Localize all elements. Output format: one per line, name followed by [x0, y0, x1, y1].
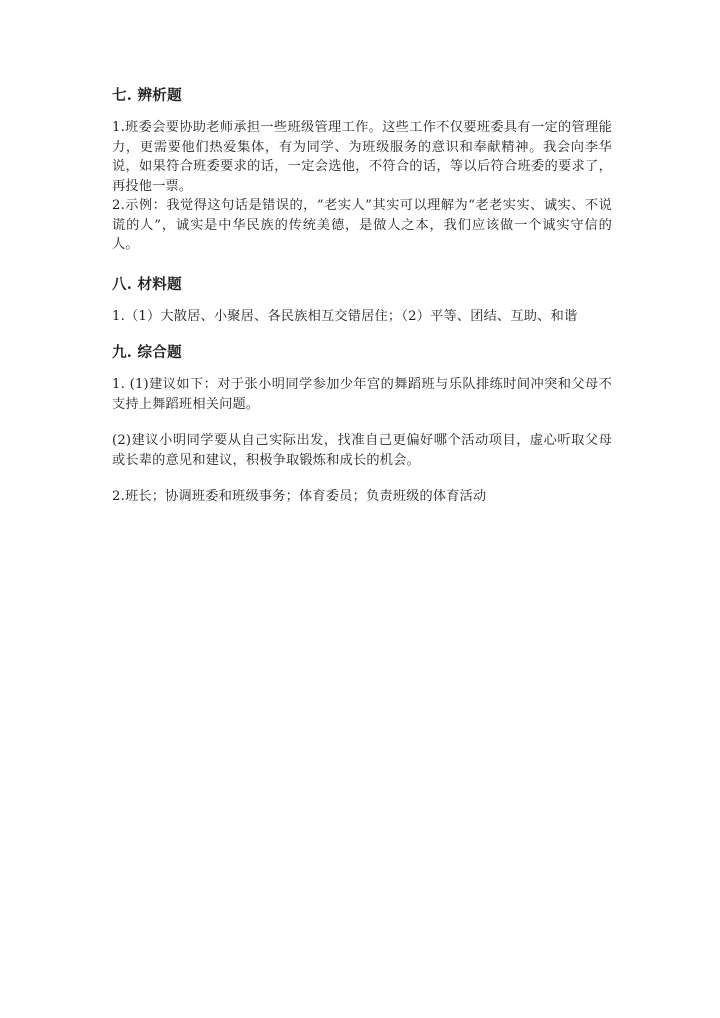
section-heading-analysis: 七. 辨析题 — [112, 87, 182, 104]
section-heading-comprehensive: 九. 综合题 — [112, 344, 182, 361]
analysis-answer-2: 2.示例：我觉得这句话是错误的，“老实人”其实可以理解为“老老实实、诚实、不说谎的人”，诚实是中华民族的传统美德，是做人之本，我们应该做一个诚实守信的人。 — [112, 198, 612, 252]
analysis-answer-1: 1.班委会要协助老师承担一些班级管理工作。这些工作不仅要班委具有一定的管理能力，更需要他们热爱集体，有为同学、为班级服务的意识和奉献精神。我会向李华说，如果符合班委要求的话，一定会选他，不符合的话，等以后符合班委的要求了，再投他一票。 — [112, 120, 612, 194]
answer-content — [112, 86, 612, 507]
comprehensive-answer-1-part-1: 1. (1)建议如下：对于张小明同学参加少年宫的舞蹈班与乐队排练时间冲突和父母不支持上舞蹈班相关问题。 — [112, 377, 612, 412]
comprehensive-answer-1-part-2: (2)建议小明同学要从自己实际出发，找准自己更偏好哪个活动项目，虚心听取父母或长辈的意见和建议，积极争取锻炼和成长的机会。 — [112, 433, 612, 468]
material-answer-1: 1.（1）大散居、小聚居、各民族相互交错居住；（2）平等、团结、互助、和谐 — [112, 308, 578, 324]
section-heading-material: 八. 材料题 — [112, 275, 182, 293]
comprehensive-answer-2: 2.班长；协调班委和班级事务；体育委员；负责班级的体育活动 — [112, 489, 487, 504]
